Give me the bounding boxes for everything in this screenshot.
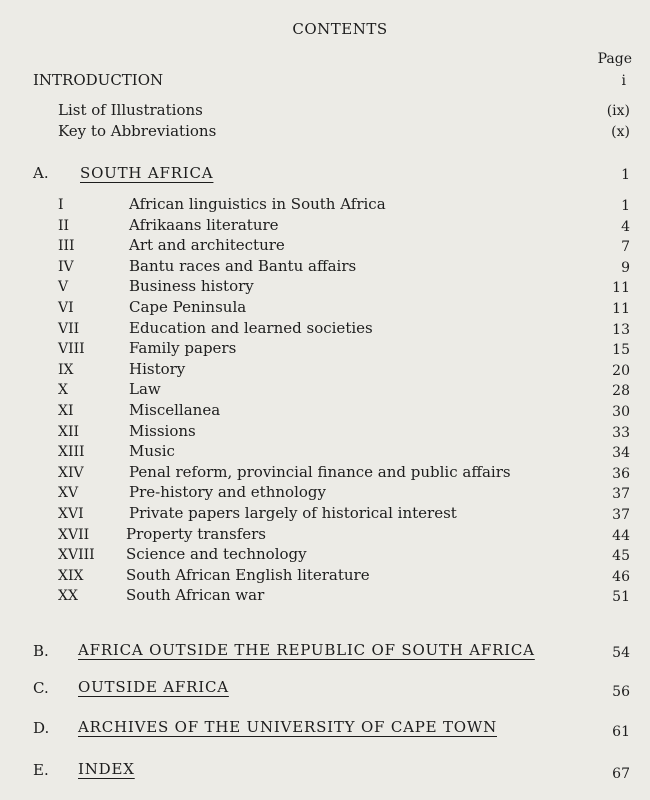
- chapter-page: 45: [612, 548, 630, 564]
- chapter-number: II: [58, 218, 70, 234]
- chapter-title: Penal reform, provincial finance and public affairs: [129, 463, 511, 481]
- section-a-letter: A.: [33, 164, 49, 182]
- chapter-page: 33: [612, 425, 630, 441]
- chapter-title: Private papers largely of historical interest: [129, 504, 457, 522]
- chapter-title: African linguistics in South Africa: [129, 195, 386, 213]
- chapter-page: 37: [612, 486, 630, 502]
- chapter-title: Afrikaans literature: [129, 216, 279, 234]
- front-item-illustrations: List of Illustrations: [58, 101, 203, 119]
- chapter-title: Pre-history and ethnology: [129, 483, 326, 501]
- chapter-title: Education and learned societies: [129, 319, 373, 337]
- front-item-abbreviations-page: (x): [611, 124, 630, 140]
- section-d-title: ARCHIVES OF THE UNIVERSITY OF CAPE TOWN: [78, 718, 497, 736]
- chapter-page: 15: [612, 342, 630, 358]
- chapter-number: I: [58, 197, 64, 213]
- chapter-number: IX: [58, 362, 74, 378]
- chapter-page: 46: [612, 569, 630, 585]
- chapter-number: XIII: [58, 444, 85, 460]
- chapter-title: Law: [129, 380, 161, 398]
- chapter-page: 36: [612, 466, 630, 482]
- chapter-page: 11: [612, 280, 630, 296]
- section-c-page: 56: [612, 684, 630, 700]
- chapter-title: Business history: [129, 277, 254, 295]
- chapter-page: 44: [612, 528, 630, 544]
- section-d-page: 61: [612, 724, 630, 740]
- chapter-number: XIX: [58, 568, 84, 584]
- chapter-title: Art and architecture: [129, 236, 285, 254]
- section-e-title: INDEX: [78, 760, 135, 778]
- section-b-page: 54: [612, 645, 630, 661]
- chapter-title: South African war: [126, 586, 265, 604]
- front-item-abbreviations: Key to Abbreviations: [58, 122, 217, 140]
- chapter-number: VII: [58, 321, 80, 337]
- section-e-letter: E.: [33, 761, 49, 779]
- chapter-page: 30: [612, 404, 630, 420]
- chapter-number: XI: [58, 403, 74, 419]
- chapter-number: VIII: [58, 341, 85, 357]
- chapter-number: XII: [58, 424, 80, 440]
- chapter-page: 9: [621, 260, 630, 276]
- chapter-number: III: [58, 238, 75, 254]
- chapter-title: Music: [129, 442, 175, 460]
- introduction-page: i: [621, 73, 626, 89]
- chapter-page: 34: [612, 445, 630, 461]
- section-c-letter: C.: [33, 679, 49, 697]
- chapter-title: Family papers: [129, 339, 237, 357]
- chapter-page: 13: [612, 322, 630, 338]
- chapter-number: XVIII: [58, 547, 95, 563]
- chapter-title: Missions: [129, 422, 196, 440]
- chapter-number: X: [58, 382, 68, 398]
- page-column-header: Page: [597, 51, 632, 67]
- section-a-title: SOUTH AFRICA: [80, 164, 214, 182]
- chapter-page: 51: [612, 589, 630, 605]
- chapter-title: South African English literature: [126, 566, 370, 584]
- section-a-page: 1: [621, 167, 630, 183]
- page-title: CONTENTS: [292, 20, 388, 38]
- chapter-page: 1: [621, 198, 630, 214]
- chapter-number: IV: [58, 259, 74, 275]
- chapter-number: VI: [58, 300, 74, 316]
- chapter-title: Science and technology: [126, 545, 307, 563]
- chapter-page: 7: [621, 239, 630, 255]
- chapter-number: V: [58, 279, 69, 295]
- chapter-title: Miscellanea: [129, 401, 221, 419]
- chapter-title: Bantu races and Bantu affairs: [129, 257, 357, 275]
- chapter-page: 20: [612, 363, 630, 379]
- chapter-page: 28: [612, 383, 630, 399]
- chapter-title: Cape Peninsula: [129, 298, 247, 316]
- introduction-label: INTRODUCTION: [33, 71, 164, 89]
- chapter-number: XVII: [58, 527, 90, 543]
- front-item-illustrations-page: (ix): [606, 103, 630, 119]
- section-b-letter: B.: [33, 642, 49, 660]
- section-d-letter: D.: [33, 719, 50, 737]
- section-c-title: OUTSIDE AFRICA: [78, 678, 229, 696]
- chapter-page: 11: [612, 301, 630, 317]
- section-e-page: 67: [612, 766, 630, 782]
- chapter-number: XVI: [58, 506, 84, 522]
- chapter-title: Property transfers: [126, 525, 267, 543]
- section-b-title: AFRICA OUTSIDE THE REPUBLIC OF SOUTH AFRICA: [78, 641, 535, 659]
- chapter-number: XX: [58, 588, 78, 604]
- chapter-page: 4: [621, 219, 630, 235]
- chapter-title: History: [129, 360, 186, 378]
- chapter-page: 37: [612, 507, 630, 523]
- chapter-number: XV: [58, 485, 79, 501]
- chapter-number: XIV: [58, 465, 84, 481]
